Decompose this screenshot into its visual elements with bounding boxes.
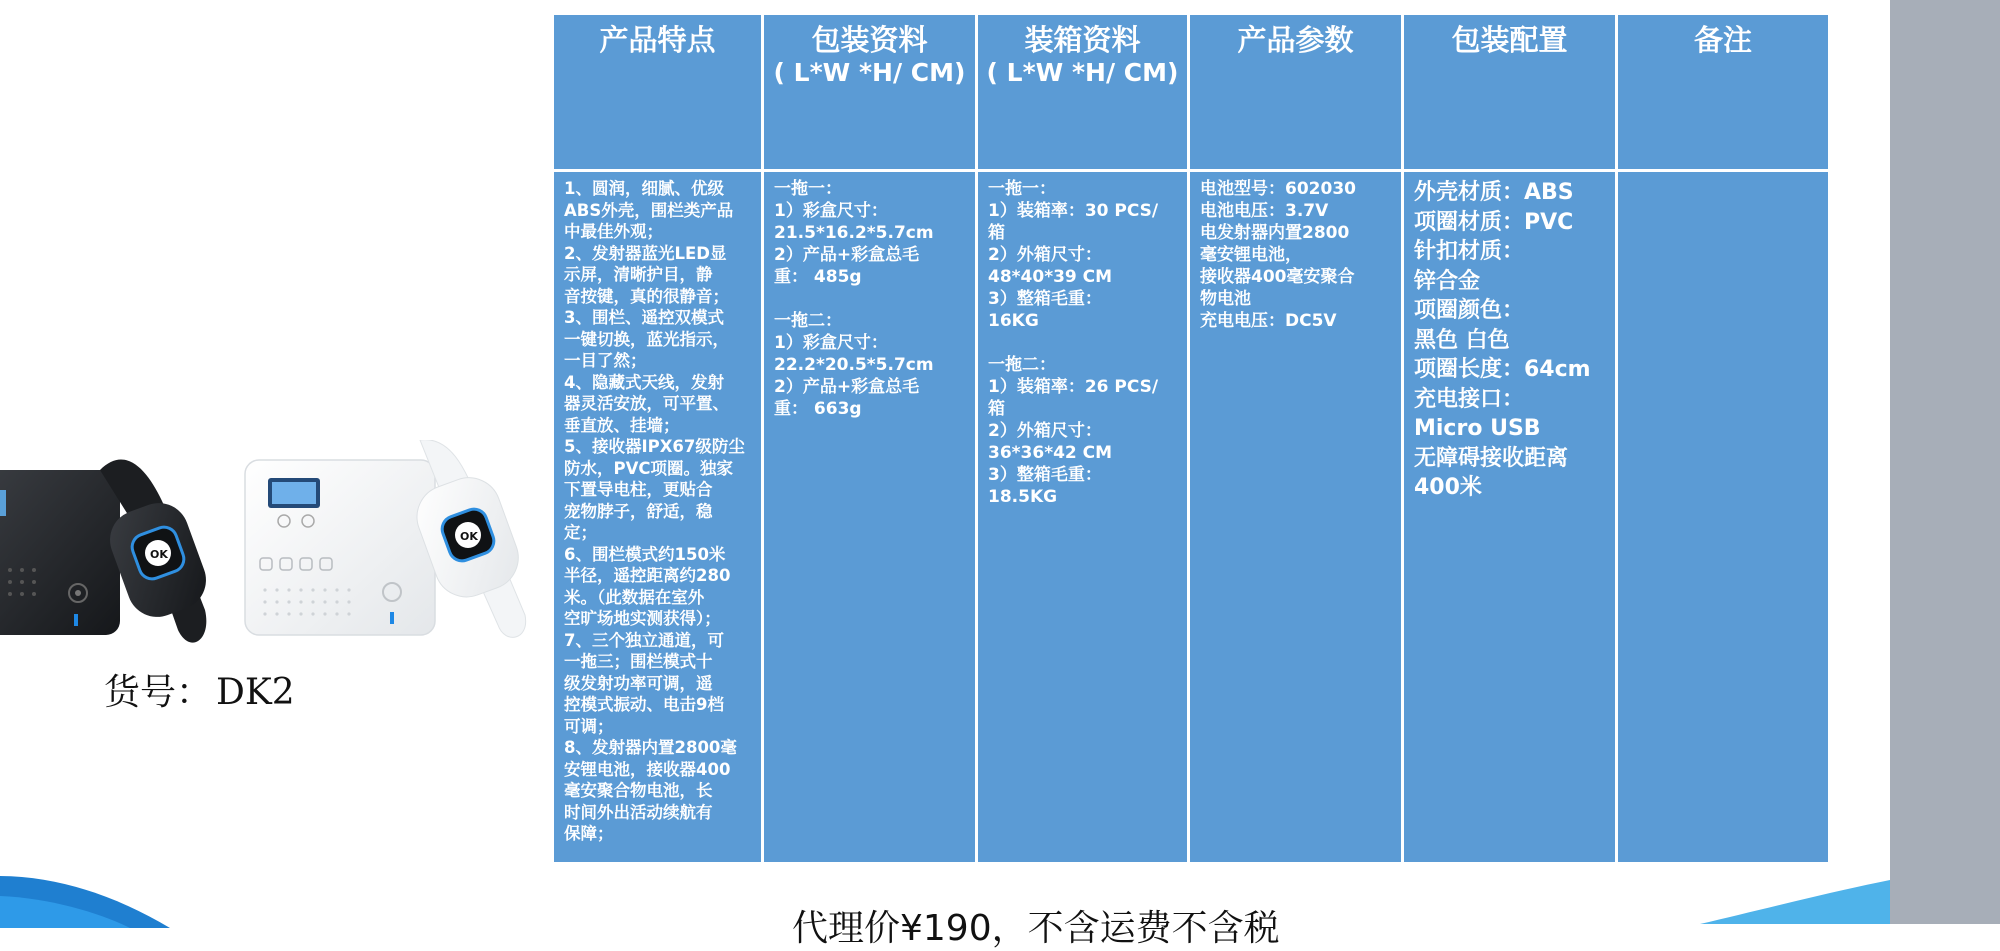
cell-line: 针扣材质： bbox=[1414, 239, 1525, 264]
cell-carton bbox=[977, 171, 1189, 864]
cell-line: 22.2*20.5*5.7cm bbox=[774, 355, 934, 375]
cell-line: 下置导电柱，更贴合 bbox=[564, 480, 713, 499]
cell-line: 1、圆润，细腻、优级 bbox=[564, 179, 724, 198]
cell-line: 电池型号：602030 bbox=[1200, 179, 1356, 199]
cell-line: 2）产品+彩盒总毛 bbox=[774, 245, 920, 265]
spec-table bbox=[551, 12, 1831, 865]
white-collar-logo: OK bbox=[460, 530, 478, 543]
cell-line: 项圈颜色： bbox=[1414, 298, 1525, 323]
cell-line: 36*36*42 CM bbox=[988, 443, 1113, 463]
item-code bbox=[104, 664, 295, 715]
cell-line: 4、隐藏式天线，发射 bbox=[564, 372, 724, 392]
black-transmitter bbox=[0, 470, 120, 635]
header-params: 产品参数 bbox=[1189, 14, 1403, 171]
cell-line: 宠物脖子，舒适，稳 bbox=[564, 501, 713, 521]
cell-line: 米。（此数据在室外 bbox=[564, 587, 705, 607]
cell-line: 1）彩盒尺寸： bbox=[774, 201, 888, 221]
cell-line: 控模式振动、电击9档 bbox=[564, 695, 724, 714]
table-header-row bbox=[553, 14, 1830, 171]
header-carton: 装箱资料 ( L*W *H/ CM) bbox=[977, 14, 1189, 171]
cell-line: ABS外壳，围栏类产品 bbox=[564, 200, 734, 220]
cell-line: 一键切换，蓝光指示， bbox=[564, 329, 729, 349]
cell-line: 时间外出活动续航有 bbox=[564, 802, 713, 822]
cell-line: 物电池 bbox=[1200, 289, 1251, 309]
cell-line: 16KG bbox=[988, 311, 1039, 331]
side-panel bbox=[1890, 0, 2000, 924]
cell-line: 1）装箱率：26 PCS/ bbox=[988, 377, 1159, 397]
cell-line: 器灵活安放，可平置、 bbox=[564, 394, 729, 413]
cell-line: 电池电压：3.7V bbox=[1200, 201, 1329, 221]
cell-line: 48*40*39 CM bbox=[988, 267, 1113, 287]
header-packaging: 包装资料 ( L*W *H/ CM) bbox=[763, 14, 977, 171]
cell-line: 重： 485g bbox=[774, 267, 862, 287]
cell-line: 400米 bbox=[1414, 475, 1482, 500]
cell-line: 保障； bbox=[564, 824, 614, 843]
cell-line: 重： 663g bbox=[774, 399, 862, 419]
cell-line: 中最佳外观； bbox=[564, 222, 663, 241]
table-row bbox=[553, 171, 1830, 864]
cell-line: 锌合金 bbox=[1414, 268, 1481, 294]
cell-line: 垂直放、挂墙； bbox=[564, 415, 680, 435]
cell-line: 黑色 白色 bbox=[1414, 327, 1510, 353]
product-photo bbox=[0, 440, 550, 660]
cell-line: 21.5*16.2*5.7cm bbox=[774, 223, 934, 243]
cell-line: 3）整箱毛重： bbox=[988, 289, 1102, 309]
cell-line: 定； bbox=[564, 523, 597, 542]
cell-line: 18.5KG bbox=[988, 487, 1058, 507]
cell-line: 可调； bbox=[564, 716, 614, 736]
cell-line: 外壳材质：ABS bbox=[1414, 180, 1574, 205]
item-code-value: DK2 bbox=[216, 672, 295, 713]
cell-line: 一拖二： bbox=[988, 355, 1056, 375]
cell-line: 一拖一： bbox=[988, 179, 1056, 199]
cell-line: 空旷场地实测获得）； bbox=[564, 609, 721, 628]
cell-line: 毫安聚合物电池，长 bbox=[564, 781, 713, 800]
white-transmitter bbox=[245, 460, 435, 635]
cell-line: 3、围栏、遥控双模式 bbox=[564, 308, 724, 327]
cell-line: 无障碍接收距离 bbox=[1414, 445, 1569, 471]
cell-line: 安锂电池，接收器400 bbox=[564, 759, 731, 779]
cell-line: 一拖二： bbox=[774, 311, 842, 331]
cell-line: 项圈材质：PVC bbox=[1414, 209, 1574, 235]
cell-features bbox=[553, 171, 763, 864]
cell-line: 充电接口： bbox=[1414, 386, 1525, 412]
cell-line: Micro USB bbox=[1414, 416, 1541, 441]
header-notes: 备注 bbox=[1617, 14, 1830, 171]
cell-line bbox=[774, 288, 967, 310]
decorative-swoosh-right bbox=[1700, 880, 1890, 924]
cell-line: 2）产品+彩盒总毛 bbox=[774, 377, 920, 397]
cell-line: 音按键，真的很静音； bbox=[564, 286, 729, 306]
header-features: 产品特点 bbox=[553, 14, 763, 171]
cell-line: 一拖一： bbox=[774, 179, 842, 199]
cell-line: 3）整箱毛重： bbox=[988, 465, 1102, 485]
cell-line: 2）外箱尺寸： bbox=[988, 421, 1102, 441]
decorative-swoosh-left bbox=[0, 858, 170, 928]
cell-line: 接收器400毫安聚合 bbox=[1200, 267, 1355, 287]
cell-line: 2、发射器蓝光LED显 bbox=[564, 243, 727, 263]
cell-line: 1）装箱率：30 PCS/ bbox=[988, 201, 1159, 221]
cell-line: 7、三个独立通道，可 bbox=[564, 630, 724, 650]
cell-line bbox=[988, 332, 1179, 354]
cell-line: 一目了然； bbox=[564, 351, 647, 370]
cell-line: 防水，PVC项圈。独家 bbox=[564, 458, 733, 478]
cell-line: 1）彩盒尺寸： bbox=[774, 333, 888, 353]
cell-line: 一拖三；围栏模式十 bbox=[564, 652, 713, 671]
cell-packaging bbox=[763, 171, 977, 864]
cell-line: 2）外箱尺寸： bbox=[988, 245, 1102, 265]
cell-line: 毫安锂电池， bbox=[1200, 245, 1302, 265]
cell-line: 6、围栏模式约150米 bbox=[564, 544, 726, 564]
cell-notes bbox=[1617, 171, 1830, 864]
black-collar-logo: OK bbox=[150, 548, 168, 561]
cell-line: 项圈长度：64cm bbox=[1414, 357, 1591, 382]
header-config: 包装配置 bbox=[1403, 14, 1617, 171]
cell-line: 8、发射器内置2800毫 bbox=[564, 738, 737, 757]
cell-line: 级发射功率可调，遥 bbox=[564, 673, 713, 693]
cell-line: 示屏，清晰护目，静 bbox=[564, 265, 713, 284]
cell-line: 5、接收器IPX67级防尘 bbox=[564, 437, 745, 456]
cell-params bbox=[1189, 171, 1403, 864]
cell-line: 半径，遥控距离约280 bbox=[564, 566, 731, 585]
cell-line: 箱 bbox=[988, 223, 1005, 243]
cell-line: 电发射器内置2800 bbox=[1200, 223, 1350, 243]
cell-line: 箱 bbox=[988, 399, 1005, 419]
cell-config bbox=[1403, 171, 1617, 864]
cell-line: 充电电压：DC5V bbox=[1200, 311, 1337, 331]
item-code-label: 货号： bbox=[104, 672, 213, 713]
footer-price: 代理价¥190，不含运费不含税 bbox=[792, 908, 1280, 949]
